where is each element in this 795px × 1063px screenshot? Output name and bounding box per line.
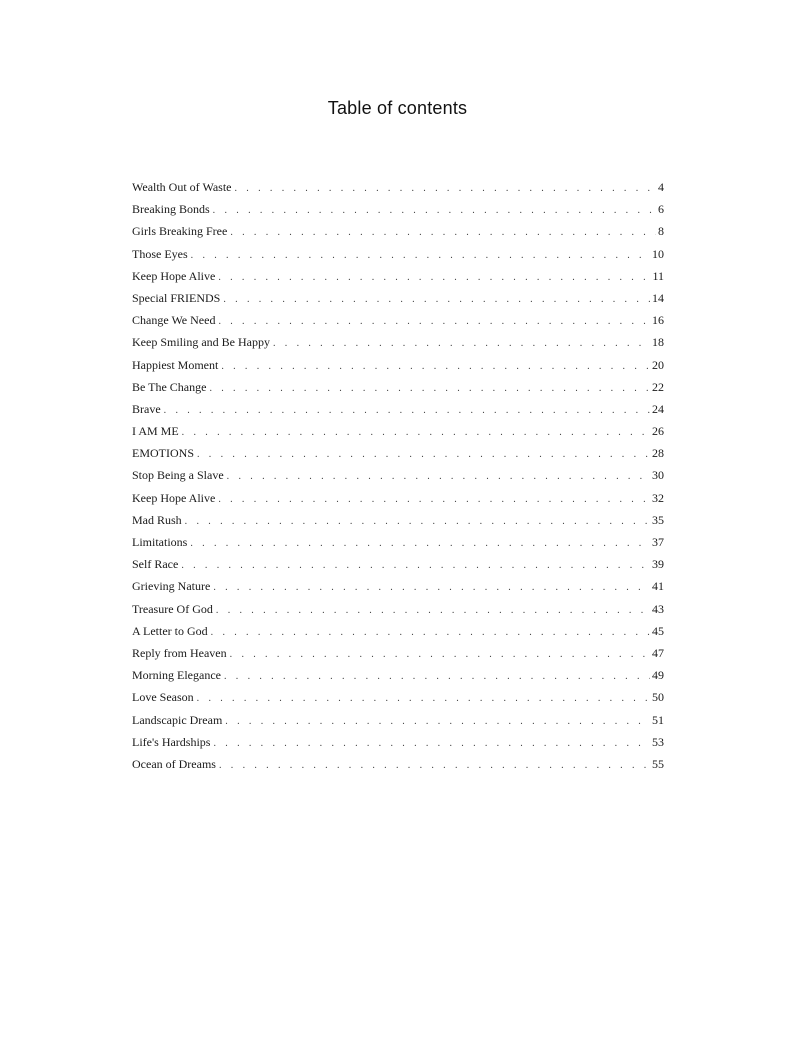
dot-leader <box>223 290 650 310</box>
toc-page-number: 47 <box>652 645 664 660</box>
toc-entry[interactable] <box>132 266 664 288</box>
toc-entry-title: Mad Rush <box>132 512 182 527</box>
toc-page-number: 43 <box>652 601 664 616</box>
toc-entry-title: A Letter to God <box>132 623 208 638</box>
dot-leader <box>230 223 656 243</box>
dot-leader <box>213 734 650 754</box>
dot-leader <box>213 201 656 221</box>
toc-entry-title: Love Season <box>132 690 194 705</box>
dot-leader <box>273 334 650 354</box>
toc-page-number: 14 <box>652 290 664 305</box>
toc-entry[interactable] <box>132 643 664 665</box>
dot-leader <box>191 246 650 266</box>
toc-page-number: 18 <box>652 335 664 350</box>
dot-leader <box>197 689 650 709</box>
toc-page-number: 55 <box>652 756 664 771</box>
toc-page-number: 24 <box>652 401 664 416</box>
toc-entry[interactable] <box>132 465 664 487</box>
toc-entry-title: Limitations <box>132 535 188 549</box>
toc-entry[interactable] <box>132 687 664 709</box>
toc-entry[interactable] <box>132 244 664 266</box>
toc-entry[interactable] <box>132 599 664 621</box>
toc-page-number: 26 <box>652 424 664 439</box>
toc-page-number: 53 <box>652 734 664 749</box>
toc-entry-title: Happiest Moment <box>132 357 219 372</box>
toc-entry[interactable] <box>132 399 664 421</box>
toc-page-number: 51 <box>652 712 664 727</box>
toc-entry-title: Keep Hope Alive <box>132 490 216 505</box>
dot-leader <box>209 379 650 399</box>
dot-leader <box>224 667 650 687</box>
dot-leader <box>197 445 650 465</box>
dot-leader <box>185 512 650 532</box>
toc-entry-title: Change We Need <box>132 313 216 328</box>
toc-page-number: 30 <box>652 468 664 483</box>
toc-entry-title: Wealth Out of Waste <box>132 180 232 194</box>
toc-entry[interactable] <box>132 510 664 532</box>
toc-entry[interactable] <box>132 488 664 510</box>
toc-entry[interactable] <box>132 221 664 243</box>
dot-leader <box>218 312 650 332</box>
dot-leader <box>213 578 650 598</box>
toc-entry-title: Those Eyes <box>132 246 188 261</box>
toc-entry-title: I AM ME <box>132 424 179 439</box>
dot-leader <box>190 534 650 554</box>
toc-entry[interactable] <box>132 355 664 377</box>
toc-page-number: 4 <box>658 180 664 194</box>
toc-entry[interactable] <box>132 288 664 310</box>
toc-page-number: 28 <box>652 446 664 461</box>
toc-entry-title: Girls Breaking Free <box>132 224 228 239</box>
toc-page-number: 8 <box>658 224 664 239</box>
toc-entry[interactable] <box>132 332 664 354</box>
toc-entry-title: Be The Change <box>132 379 207 394</box>
dot-leader <box>164 401 650 421</box>
toc-page-number: 50 <box>652 690 664 705</box>
toc-page-number: 20 <box>652 357 664 372</box>
toc-entry[interactable] <box>132 310 664 332</box>
dot-leader <box>211 623 650 643</box>
toc-entry[interactable] <box>132 532 664 554</box>
toc-entry-title: EMOTIONS <box>132 446 194 461</box>
toc-entry[interactable] <box>132 443 664 465</box>
toc-entry-title: Keep Smiling and Be Happy <box>132 335 270 350</box>
dot-leader <box>221 357 650 377</box>
toc-entry-title: Special FRIENDS <box>132 290 221 305</box>
toc-entry[interactable] <box>132 377 664 399</box>
dot-leader <box>230 645 650 665</box>
dot-leader <box>216 601 650 621</box>
toc-entry[interactable] <box>132 665 664 687</box>
toc-entry-title: Keep Hope Alive <box>132 268 216 283</box>
toc-page-number: 6 <box>658 202 664 217</box>
toc-entry-title: Treasure Of God <box>132 601 213 616</box>
toc-page-number: 10 <box>652 246 664 261</box>
toc-entry[interactable] <box>132 754 664 776</box>
dot-leader <box>219 756 650 776</box>
toc-entry[interactable] <box>132 621 664 643</box>
toc-entry-title: Life's Hardships <box>132 734 211 749</box>
toc-entry[interactable] <box>132 732 664 754</box>
dot-leader <box>218 490 650 510</box>
toc-entry-title: Stop Being a Slave <box>132 468 224 483</box>
toc-entry-title: Grieving Nature <box>132 579 211 594</box>
toc-page-number: 11 <box>652 268 664 283</box>
toc-page-number: 22 <box>652 379 664 394</box>
toc-page-number: 32 <box>652 490 664 505</box>
toc-page-number: 49 <box>652 668 664 683</box>
toc-entry[interactable] <box>132 177 664 199</box>
dot-leader <box>181 556 650 576</box>
toc-page-number: 39 <box>652 557 664 572</box>
toc-entry[interactable] <box>132 554 664 576</box>
toc-page-number: 35 <box>652 512 664 527</box>
toc-entry-title: Reply from Heaven <box>132 645 227 660</box>
toc-page-number: 41 <box>652 579 664 594</box>
toc-entry-title: Ocean of Dreams <box>132 756 216 771</box>
toc-entry-title: Breaking Bonds <box>132 202 210 217</box>
toc-page-number: 45 <box>652 623 664 638</box>
toc-entry-title: Brave <box>132 401 161 416</box>
toc-entry-title: Landscapic Dream <box>132 712 223 727</box>
dot-leader <box>225 712 650 732</box>
toc-entry-title: Self Race <box>132 557 179 572</box>
toc-entry[interactable] <box>132 710 664 732</box>
toc-entry-title: Morning Elegance <box>132 668 221 683</box>
dot-leader <box>218 268 650 288</box>
toc-list <box>132 177 664 776</box>
page-title: Table of contents <box>327 98 468 118</box>
toc-page-number: 16 <box>652 313 664 328</box>
dot-leader <box>182 423 650 443</box>
dot-leader <box>235 179 657 199</box>
toc-entry[interactable] <box>132 199 664 221</box>
toc-entry[interactable] <box>132 576 664 598</box>
toc-page-number: 37 <box>652 535 664 549</box>
dot-leader <box>227 467 650 487</box>
toc-entry[interactable] <box>132 421 664 443</box>
